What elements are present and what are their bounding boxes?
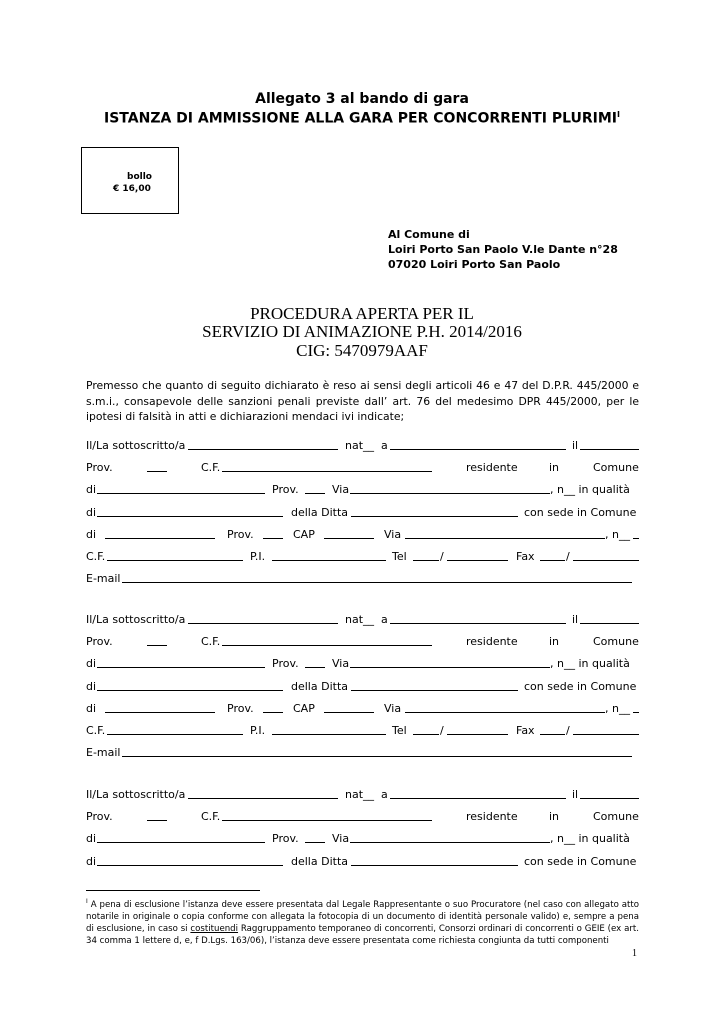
residence-comune-field[interactable] — [97, 656, 265, 668]
field-label-n-qualita: , n__ in qualità — [550, 832, 630, 845]
field-label-via: Via — [332, 657, 350, 670]
field-label-cf: C.F. — [201, 810, 221, 823]
page-number: 1 — [632, 948, 637, 959]
name-field[interactable] — [188, 438, 338, 450]
field-label-slash: / — [440, 550, 444, 563]
ditta-number-field[interactable] — [633, 701, 639, 713]
field-label-cf: C.F. — [86, 724, 106, 737]
email-field[interactable] — [122, 745, 632, 757]
field-label-in: in — [549, 810, 560, 823]
field-label-cap: CAP — [293, 702, 315, 715]
cf-field[interactable] — [222, 634, 432, 646]
footnote-underlined: costituendi — [190, 923, 239, 934]
form-row — [86, 460, 639, 476]
field-label-con-sede: con sede in Comune — [524, 506, 637, 519]
residence-via-field[interactable] — [350, 482, 550, 494]
form-row — [86, 438, 639, 454]
recipient-line-1: Al Comune di — [388, 228, 470, 241]
field-label-slash: / — [566, 550, 570, 563]
ditta-cf-field[interactable] — [107, 549, 243, 561]
ditta-prov-field[interactable] — [263, 701, 283, 713]
recipient-line-2: Loiri Porto San Paolo V.le Dante n°28 — [388, 243, 618, 256]
field-label-di: di — [86, 855, 97, 868]
form-row — [86, 612, 639, 628]
field-label-in: in — [549, 461, 560, 474]
residence-via-field[interactable] — [350, 831, 550, 843]
field-label-n: , n__ — [605, 702, 630, 715]
field-label-email: E-mail — [86, 746, 121, 759]
ditta-field[interactable] — [351, 505, 518, 517]
form-row — [86, 482, 639, 498]
field-label-prov: Prov. — [272, 832, 299, 845]
field-label-comune: Comune — [593, 461, 639, 474]
fax-prefix-field[interactable] — [540, 723, 565, 735]
footnote-text: A pena di esclusione l’istanza deve essere presentata dal Legale Rappresentante o suo Procuratore (nel caso con allegato atto notarile in originale o copia conforme con allegata la fotocopia di un documento di identità personale valido) e, sempre a pena di esclusione, in caso si — [86, 899, 640, 934]
qualita-field[interactable] — [97, 854, 283, 866]
tel-prefix-field[interactable] — [413, 723, 439, 735]
field-label-residente: residente — [466, 635, 518, 648]
email-field[interactable] — [122, 571, 632, 583]
field-label-pi: P.I. — [250, 550, 266, 563]
field-label-nat: nat__ — [345, 613, 375, 626]
field-label-cap: CAP — [293, 528, 315, 541]
recipient-line-3: 07020 Loiri Porto San Paolo — [388, 258, 561, 271]
field-label-cf: C.F. — [201, 461, 221, 474]
residence-comune-field[interactable] — [97, 831, 265, 843]
ditta-via-field[interactable] — [405, 701, 605, 713]
form-row — [86, 527, 639, 543]
procedure-cig: CIG: 5470979AAF — [296, 341, 428, 360]
recipient-address — [388, 227, 618, 272]
ditta-prov-field[interactable] — [263, 527, 283, 539]
ditta-comune-field[interactable] — [105, 527, 215, 539]
tel-prefix-field[interactable] — [413, 549, 439, 561]
form-row — [86, 787, 639, 803]
field-label-prov: Prov. — [86, 635, 113, 648]
field-label-comune: Comune — [593, 810, 639, 823]
procedure-line-2: SERVIZIO DI ANIMAZIONE P.H. 2014/2016 — [202, 322, 522, 341]
field-label-con-sede: con sede in Comune — [524, 855, 637, 868]
subtitle-text: ISTANZA DI AMMISSIONE ALLA GARA PER CONCORRENTI PLURIMI — [104, 110, 617, 127]
field-label-slash: / — [440, 724, 444, 737]
tel-number-field[interactable] — [447, 723, 508, 735]
footnote-text-after: Raggruppamento temporaneo di concorrenti, Consorzi ordinari di concorrenti o GEIE (ex art. 34 comma 1 lettere d, e, f D.Lgs. 163/06), l’istanza deve essere presentata come richiesta congiunta da tutti componenti — [86, 923, 639, 946]
qualita-field[interactable] — [97, 679, 283, 691]
ditta-field[interactable] — [351, 679, 518, 691]
ditta-comune-field[interactable] — [105, 701, 215, 713]
footnote-separator — [86, 890, 260, 891]
field-label-prov: Prov. — [86, 810, 113, 823]
footnote-marker: I — [86, 898, 88, 905]
field-label-prov: Prov. — [86, 461, 113, 474]
tel-number-field[interactable] — [447, 549, 508, 561]
field-label-della-ditta: della Ditta — [291, 855, 348, 868]
bollo-amount: € 16,00 — [113, 184, 151, 194]
field-label-fax: Fax — [516, 724, 535, 737]
ditta-pi-field[interactable] — [272, 723, 386, 735]
form-row — [86, 723, 639, 739]
field-label-n-qualita: , n__ in qualità — [550, 657, 630, 670]
form-row — [86, 745, 639, 761]
ditta-number-field[interactable] — [633, 527, 639, 539]
field-label-email: E-mail — [86, 572, 121, 585]
birthdate-field[interactable] — [580, 787, 639, 799]
field-label-il: il — [572, 613, 579, 626]
field-label-di: di — [86, 832, 97, 845]
field-label-di: di — [86, 528, 97, 541]
footnote-ref: I — [617, 110, 620, 119]
field-label-via: Via — [384, 528, 402, 541]
field-label-pi: P.I. — [250, 724, 266, 737]
birthdate-field[interactable] — [580, 438, 639, 450]
ditta-cap-field[interactable] — [324, 527, 374, 539]
field-label-prov: Prov. — [272, 657, 299, 670]
procedure-line-1: PROCEDURA APERTA PER IL — [250, 304, 474, 323]
field-label-n: , n__ — [605, 528, 630, 541]
field-label-sottoscritto: Il/La sottoscritto/a — [86, 439, 186, 452]
field-label-nat: nat__ — [345, 788, 375, 801]
ditta-pi-field[interactable] — [272, 549, 386, 561]
residence-prov-field[interactable] — [305, 831, 325, 843]
birth-prov-field[interactable] — [147, 460, 167, 472]
form-row — [86, 809, 639, 825]
ditta-field[interactable] — [351, 854, 518, 866]
birthplace-field[interactable] — [390, 438, 566, 450]
field-label-n-qualita: , n__ in qualità — [550, 483, 630, 496]
residence-via-field[interactable] — [350, 656, 550, 668]
field-label-via: Via — [332, 832, 350, 845]
field-label-sottoscritto: Il/La sottoscritto/a — [86, 613, 186, 626]
bollo-box — [81, 147, 179, 214]
document-title: Allegato 3 al bando di gara — [255, 91, 469, 107]
field-label-fax: Fax — [516, 550, 535, 563]
name-field[interactable] — [188, 612, 338, 624]
premessa-paragraph: Premesso che quanto di seguito dichiarato è reso ai sensi degli articoli 46 e 47 del D.P.R. 445/2000 e s.m.i., consapevole delle sanzioni penali previste dall’ art. 76 del medesimo DPR 445/2000, per le ipotesi di falsità in atti e dichiarazioni mendaci ivi indicate; — [86, 379, 639, 423]
birthplace-field[interactable] — [390, 787, 566, 799]
birthplace-field[interactable] — [390, 612, 566, 624]
form-row — [86, 571, 639, 587]
qualita-field[interactable] — [97, 505, 283, 517]
field-label-cf: C.F. — [86, 550, 106, 563]
ditta-cf-field[interactable] — [107, 723, 243, 735]
field-label-cf: C.F. — [201, 635, 221, 648]
field-label-della-ditta: della Ditta — [291, 506, 348, 519]
field-label-di: di — [86, 506, 97, 519]
field-label-residente: residente — [466, 461, 518, 474]
document-subtitle — [0, 110, 724, 127]
field-label-a: a — [381, 439, 388, 452]
field-label-di: di — [86, 680, 97, 693]
form-row — [86, 701, 639, 717]
form-row — [86, 634, 639, 650]
field-label-prov: Prov. — [227, 528, 254, 541]
field-label-via: Via — [384, 702, 402, 715]
residence-prov-field[interactable] — [305, 482, 325, 494]
form-row — [86, 679, 639, 695]
field-label-di: di — [86, 702, 97, 715]
birth-prov-field[interactable] — [147, 634, 167, 646]
name-field[interactable] — [188, 787, 338, 799]
field-label-a: a — [381, 613, 388, 626]
field-label-prov: Prov. — [227, 702, 254, 715]
residence-comune-field[interactable] — [97, 482, 265, 494]
footnote — [86, 896, 639, 947]
field-label-con-sede: con sede in Comune — [524, 680, 637, 693]
form-row — [86, 549, 639, 565]
form-row — [86, 505, 639, 521]
cf-field[interactable] — [222, 460, 432, 472]
fax-number-field[interactable] — [573, 723, 639, 735]
field-label-il: il — [572, 439, 579, 452]
birthdate-field[interactable] — [580, 612, 639, 624]
bollo-label: bollo — [127, 172, 152, 182]
field-label-il: il — [572, 788, 579, 801]
birth-prov-field[interactable] — [147, 809, 167, 821]
field-label-tel: Tel — [392, 550, 407, 563]
form-row — [86, 831, 639, 847]
field-label-via: Via — [332, 483, 350, 496]
field-label-tel: Tel — [392, 724, 407, 737]
field-label-della-ditta: della Ditta — [291, 680, 348, 693]
residence-prov-field[interactable] — [305, 656, 325, 668]
field-label-residente: residente — [466, 810, 518, 823]
field-label-di: di — [86, 657, 97, 670]
field-label-slash: / — [566, 724, 570, 737]
ditta-via-field[interactable] — [405, 527, 605, 539]
field-label-nat: nat__ — [345, 439, 375, 452]
cf-field[interactable] — [222, 809, 432, 821]
fax-prefix-field[interactable] — [540, 549, 565, 561]
field-label-prov: Prov. — [272, 483, 299, 496]
ditta-cap-field[interactable] — [324, 701, 374, 713]
form-row — [86, 656, 639, 672]
field-label-a: a — [381, 788, 388, 801]
field-label-comune: Comune — [593, 635, 639, 648]
fax-number-field[interactable] — [573, 549, 639, 561]
field-label-in: in — [549, 635, 560, 648]
form-row — [86, 854, 639, 870]
field-label-di: di — [86, 483, 97, 496]
field-label-sottoscritto: Il/La sottoscritto/a — [86, 788, 186, 801]
